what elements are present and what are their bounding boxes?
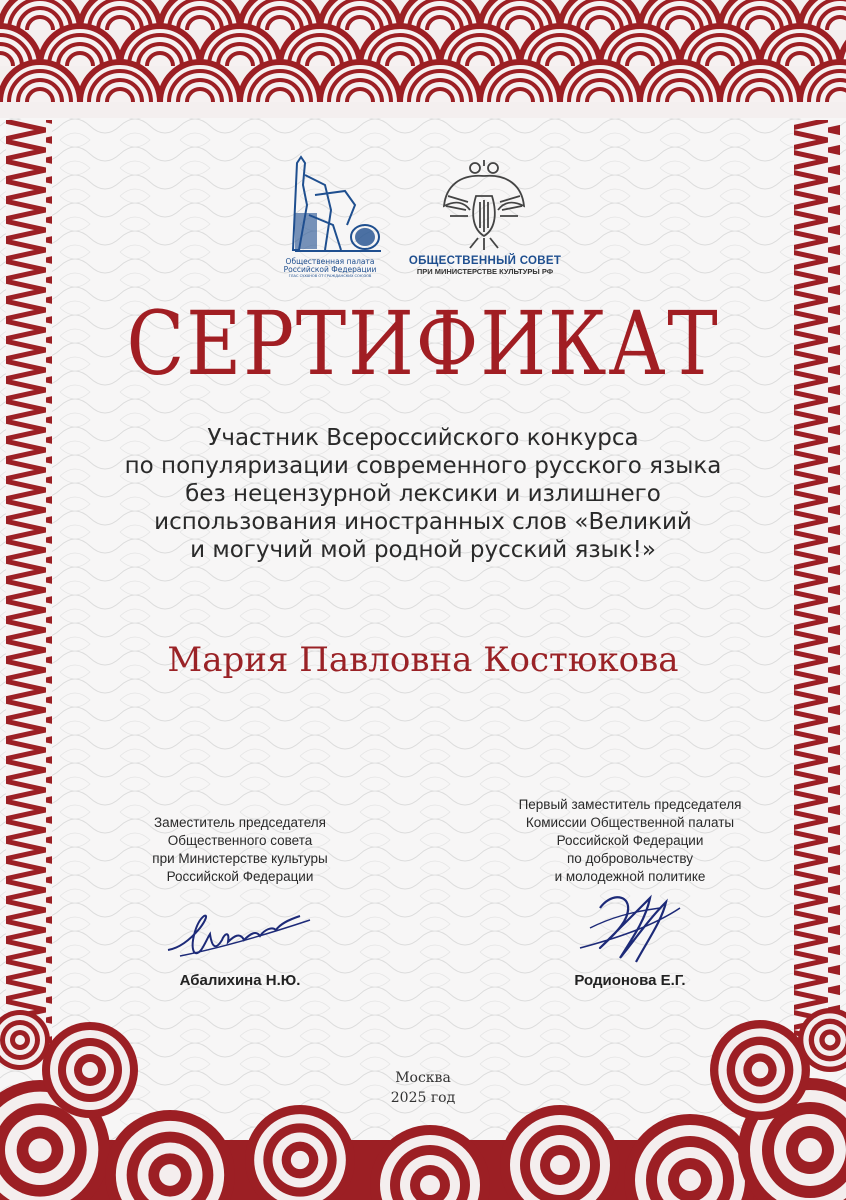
rose-ring bbox=[159, 1164, 181, 1186]
description-line: без нецензурной лексики и излишнего bbox=[185, 481, 661, 507]
place-and-year bbox=[0, 1068, 846, 1108]
rose-ring bbox=[798, 1138, 822, 1162]
signatory-2-position: Первый заместитель председателя Комиссии Общественной палаты Российской Федерации по добровольчеству и молодежной политике bbox=[518, 797, 742, 884]
top-scallop-ornament bbox=[0, 0, 846, 118]
description-line: по популяризации современного русского языка bbox=[124, 453, 722, 479]
signature-icon bbox=[160, 900, 320, 970]
description-line: Участник Всероссийского конкурса bbox=[207, 425, 639, 451]
left-zigzag-band bbox=[6, 120, 52, 1060]
description-line: и могучий мой родной русский язык!» bbox=[190, 537, 656, 563]
rose-ring bbox=[825, 1035, 836, 1046]
signatory-2-name: Родионова Е.Г. bbox=[574, 972, 686, 989]
award-description bbox=[100, 424, 746, 564]
city: Москва bbox=[395, 1070, 451, 1086]
signatory-1-position: Заместитель председателя Общественного совета при Министерстве культуры Российской Федерации bbox=[152, 815, 328, 884]
chamber-caption: Общественная палата Российской Федерации ГЛАС СУХАНОВ ОТ ГРАЖДАНСКИХ СОЮЗОВ bbox=[283, 257, 377, 278]
rose-ring bbox=[15, 1035, 25, 1045]
rose-ring bbox=[420, 1175, 440, 1195]
year: 2025 год bbox=[390, 1090, 456, 1106]
description-line: использования иностранных слов «Великий bbox=[154, 509, 692, 535]
public-chamber-emblem-icon bbox=[285, 155, 385, 267]
signatory-1-name: Абалихина Н.Ю. bbox=[179, 972, 301, 989]
rose-ring bbox=[291, 1151, 309, 1169]
signature-icon bbox=[570, 888, 690, 978]
certificate-title: СЕРТИФИКАТ bbox=[126, 292, 720, 395]
recipient-name: Мария Павловна Костюкова bbox=[167, 640, 679, 680]
council-caption: ОБЩЕСТВЕННЫЙ СОВЕТ ПРИ МИНИСТЕРСТВЕ КУЛЬТУРЫ РФ bbox=[408, 255, 562, 276]
rose-ring bbox=[28, 1138, 51, 1161]
rose-ring bbox=[550, 1155, 570, 1175]
right-zigzag-band bbox=[794, 120, 840, 1060]
double-headed-eagle-lyre-icon bbox=[440, 156, 528, 252]
rose-ring bbox=[679, 1169, 701, 1191]
